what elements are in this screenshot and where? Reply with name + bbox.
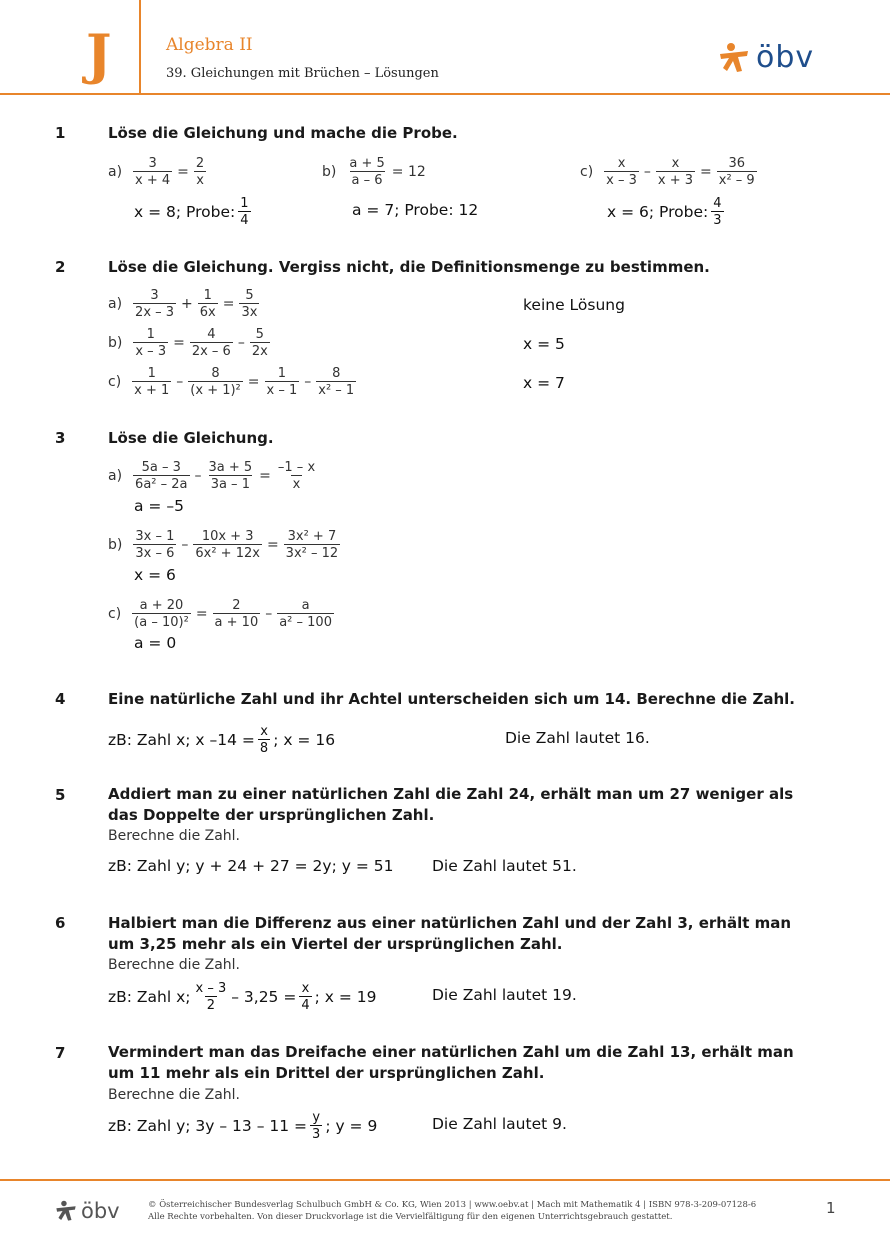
chapter-letter: J <box>86 22 112 86</box>
page-subtitle: 39. Gleichungen mit Brüchen – Lösungen <box>166 66 439 81</box>
header-divider <box>139 0 141 94</box>
task-question: Addiert man zu einer natürlichen Zahl die Zahl 24, erhält man um 27 weniger als das Doppelte der ursprünglichen Zahl. <box>108 785 794 824</box>
footer-rights: Alle Rechte vorbehalten. Von dieser Druckvorlage ist die Vervielfältigung für den eigenen Unterrichtsgebrauch gestattet. <box>148 1212 673 1222</box>
equation-2c: c) 1 x + 1 – $\frac{8}{\text{(x + 1)²}}$ = $\frac{1}{x - 1}$ – 8 x² – 1 <box>108 366 355 398</box>
footer-legal <box>148 1199 808 1223</box>
equation-1b: b) $\frac{a + 5}{a - 6}$ = 12 <box>322 156 426 188</box>
task-question: Vermindert man das Dreifache einer natürlichen Zahl um die Zahl 13, erhält man um 11 mehr als ein Drittel der ursprünglichen Zahl. <box>108 1043 794 1082</box>
task-number: 1 <box>55 124 66 142</box>
result-7: Die Zahl lautet 9. <box>432 1115 567 1133</box>
footer-logo <box>55 1199 120 1223</box>
task-number: 6 <box>55 914 66 932</box>
answer-1a: x = 8; Probe: 1 4 <box>134 196 249 228</box>
answer-2b: x = 5 <box>523 335 565 353</box>
star-person-icon <box>718 42 750 74</box>
result-5: Die Zahl lautet 51. <box>432 857 577 875</box>
answer-1b: a = 7; Probe: 12 <box>352 201 479 219</box>
equation-2a: a) 3 2x – 3 + $\frac{1}{6x}$ = $\frac{5}{3x}$ <box>108 288 258 320</box>
answer-2c: x = 7 <box>523 374 565 392</box>
answer-3b: x = 6 <box>134 566 176 584</box>
solution-6: zB: Zahl x; x – 3 2 – 3,25 = $\frac{x}{4}$ ; x = 19 <box>108 981 377 1013</box>
star-person-icon <box>55 1200 77 1222</box>
task-question: Löse die Gleichung. Vergiss nicht, die Definitionsmenge zu bestimmen. <box>108 258 710 276</box>
footer-rule <box>0 1179 890 1181</box>
task-number: 4 <box>55 690 66 708</box>
publisher-logo <box>718 40 814 75</box>
task-instruction: Berechne die Zahl. <box>108 957 241 973</box>
task-number: 5 <box>55 786 66 804</box>
page-number: 1 <box>826 1199 836 1217</box>
task-question: Eine natürliche Zahl und ihr Achtel unterscheiden sich um 14. Berechne die Zahl. <box>108 690 795 708</box>
equation-3b: b) 3x – 1 3x – 6 – $\frac{10x + 3}{\text{6x² + 12x}}$ = $\frac{\text{3x² + 7}}{\text{3x² – 12}}$ <box>108 529 339 561</box>
footer-logo-text: öbv <box>81 1199 120 1223</box>
task-number: 3 <box>55 429 66 447</box>
equation-1a: a) $\frac{3}{x + 4}$ = $\frac{2}{x}$ <box>108 156 205 188</box>
equation-3c: c) $\frac{a + 20}{\text{(a – 10)²}}$ = $\frac{2}{a + 10}$ – a a² – 100 <box>108 598 332 630</box>
task-question: Löse die Gleichung. <box>108 429 274 447</box>
equation-3a: a) 5a – 3 6a² – 2a – $\frac{3a + 5}{3a - 1}$ = $\frac{-1 - x}{x}$ <box>108 460 316 492</box>
task-number: 2 <box>55 258 66 276</box>
answer-2a: keine Lösung <box>523 296 625 314</box>
answer-3a: a = –5 <box>134 497 184 515</box>
answer-1c: x = 6; Probe: 4 3 <box>607 196 722 228</box>
answer-3c: a = 0 <box>134 634 177 652</box>
equation-1c: c) x x – 3 – $\frac{x}{x + 3}$ = $\frac{36}{\text{x² – 9}}$ <box>580 156 755 188</box>
solution-7: zB: Zahl y; 3y – 13 – 11 = $\frac{y}{3}$ ; y = 9 <box>108 1110 378 1142</box>
footer-copyright: © Österreichischer Bundesverlag Schulbuch GmbH & Co. KG, Wien 2013 | www.oebv.at | Mach mit Mathematik 4 | ISBN 978-3-209-07128-6 <box>148 1200 757 1210</box>
page-title: Algebra II <box>166 35 253 55</box>
solution-4: zB: Zahl x; x –14 = $\frac{x}{8}$ ; x = 16 <box>108 724 336 756</box>
task-instruction: Berechne die Zahl. <box>108 1087 241 1103</box>
task-instruction: Berechne die Zahl. <box>108 828 241 844</box>
equation-2b: b) $\frac{1}{x - 3}$ = $\frac{4}{2x - 6}$ – 5 2x <box>108 327 268 359</box>
solution-5: zB: Zahl y; y + 24 + 27 = 2y; y = 51 <box>108 857 394 875</box>
result-6: Die Zahl lautet 19. <box>432 986 577 1004</box>
logo-text: öbv <box>756 40 815 75</box>
task-number: 7 <box>55 1044 66 1062</box>
task-question: Löse die Gleichung und mache die Probe. <box>108 124 458 142</box>
header-rule <box>0 93 890 95</box>
task-question: Halbiert man die Differenz aus einer natürlichen Zahl und der Zahl 3, erhält man um 3,25 mehr als ein Viertel der ursprünglichen Zahl. <box>108 914 792 953</box>
result-4: Die Zahl lautet 16. <box>505 729 650 747</box>
